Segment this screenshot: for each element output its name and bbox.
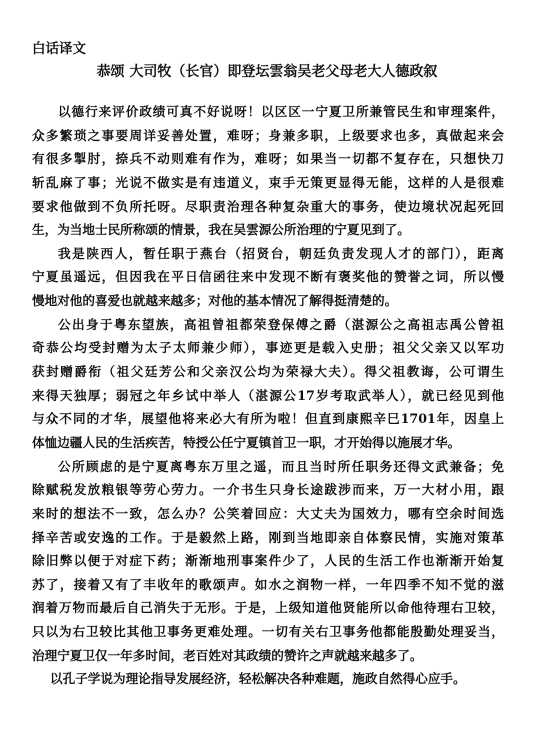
text-line: 体恤边疆人民的生活疾苦，特授公任宁夏镇首卫一职，才开始得以施展才华。 xyxy=(32,434,461,450)
section-heading: 白话译文 xyxy=(32,41,86,57)
text-line: 宁夏虽遥远，但因我在平日信函往来中发现不断有褒奖他的赞誉之词，所以慢 xyxy=(32,269,504,285)
text-line: 公出身于粤东望族，高祖曾祖都荣登保傅之爵（湛源公之高祖志禹公曾祖 xyxy=(58,316,504,332)
text-line: 奇恭公均受封赠为太子太师兼少师），事迹更是载入史册；祖父父亲又以军功 xyxy=(32,340,504,356)
body-text xyxy=(32,100,504,691)
text-line: 要求他做到不负所托呀。尽职责治理各种复杂重大的事务，使边境状况起死回 xyxy=(32,198,504,214)
text-line: 来时的想法不一致，怎么办？公笑着回应：大丈夫为国效力，哪有空余时间选 xyxy=(32,505,504,521)
text-line: 择辛苦或安逸的工作。于是毅然上路，刚到当地即亲自体察民情，实施对策革 xyxy=(32,529,504,545)
text-line: 慢地对他的喜爱也就越来越多；对他的基本情况了解得挺清楚的。 xyxy=(32,293,398,309)
text-line: 以德行来评价政绩可真不好说呀！以区区一宁夏卫所兼管民生和审理案件， xyxy=(58,104,504,119)
text-line: 苏了，接着又有了丰收年的歌颂声。如水之润物一样，一年四季不知不觉的滋 xyxy=(32,576,504,592)
text-line: 生，为当地士民所称颂的情景，我在吴雲源公所治理的宁夏见到了。 xyxy=(32,222,410,238)
text-line: 以孔子学说为理论指导发展经济，轻松解决各种难题，施政自然得心应手。 xyxy=(50,671,466,687)
text-line: 治理宁夏卫仅一年多时间，老百姓对其政绩的赞许之声就越来越多了。 xyxy=(32,647,423,663)
text-line: 获封赠爵衔（祖父廷芳公和父亲汉公均为荣禄大夫）。得父祖教诲，公可谓生 xyxy=(32,364,504,380)
text-line: 除赋税发放粮银等劳心劳力。一介书生只身长途跋涉而来，万一大材小用，跟 xyxy=(32,482,504,498)
text-line: 众多繁琐之事要周详妥善处置，难呀；身兼多职，上级要求也多，真做起来会 xyxy=(32,127,504,143)
document-title: 恭颂 大司牧（长官）即登坛雲翁吴老父母老大人德政叙 xyxy=(96,64,438,80)
text-line: 润着万物而最后自己消失于无形。于是，上级知道他贤能所以命他待理右卫较， xyxy=(32,600,504,616)
text-line: 我是陕西人，暂任职于燕台（招贤台，朝廷负责发现人才的部门），距离 xyxy=(58,245,504,261)
text-line: 除旧弊以便于对症下药；渐渐地刑事案件少了，人民的生活工作也渐渐开始复 xyxy=(32,553,504,569)
text-line: 有很多掣肘，捺兵不动则难有作为，难呀；如果当一切都不复存在，只想快刀 xyxy=(32,151,504,167)
text-line: 只以为右卫较比其他卫事务更难处理。一切有关右卫事务他都能殷勤处理妥当， xyxy=(32,624,504,640)
text-line: 斩乱麻了事；光说不做实是有违道义，束手无策更显得无能，这样的人是很难 xyxy=(32,174,504,190)
text-line: 与众不同的才华，展望他将来必大有所为啦！但直到康熙辛巳1701年，因皇上 xyxy=(32,411,504,427)
text-line: 公所顾虑的是宁夏离粤东万里之遥，而且当时所任职务还得文武兼备；免 xyxy=(58,458,504,474)
text-line: 来得天独厚；弱冠之年乡试中举人（湛源公17岁考取武举人），就已经见到他 xyxy=(32,387,504,403)
